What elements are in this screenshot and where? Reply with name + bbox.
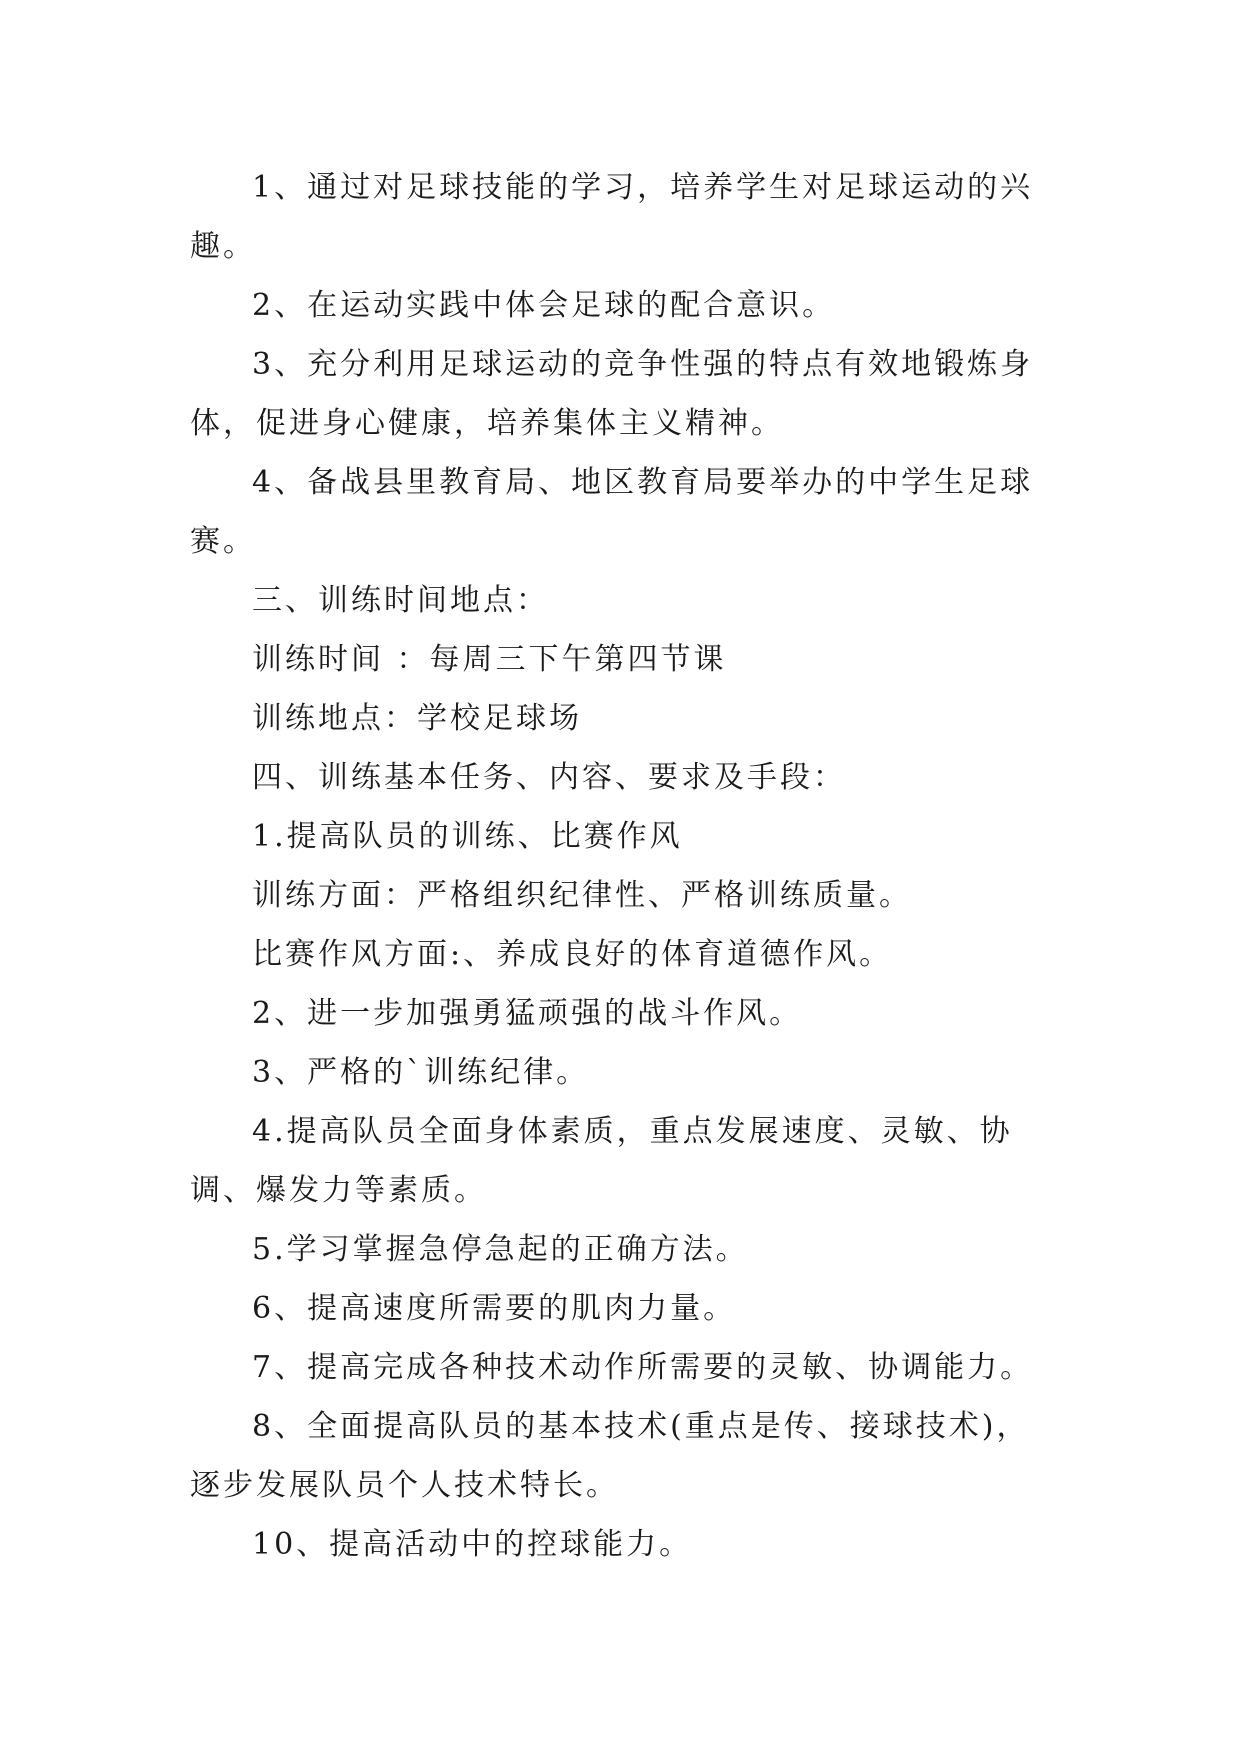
paragraph-training-time: 训练时间 ：每周三下午第四节课 (252, 642, 727, 677)
paragraph-task-5: 5.学习掌握急停急起的正确方法。 (252, 1232, 749, 1267)
paragraph-task-8: 8、全面提高队员的基本技术(重点是传、接球技术)，逐步发展队员个人技术特长。 (190, 1409, 1030, 1503)
paragraph-training-aspect: 训练方面：严格组织纪律性、严格训练质量。 (252, 878, 912, 913)
paragraph-goal-3: 3、充分利用足球运动的竞争性强的特点有效地锻炼身体，促进身心健康，培养集体主义精神。 (190, 347, 1034, 441)
paragraph-task-2: 2、进一步加强勇猛顽强的战斗作风。 (252, 996, 803, 1031)
paragraph-task-1: 1.提高队员的训练、比赛作风 (252, 819, 683, 854)
paragraph-goal-1: 1、通过对足球技能的学习，培养学生对足球运动的兴趣。 (190, 170, 1034, 264)
paragraph-task-6: 6、提高速度所需要的肌肉力量。 (252, 1291, 737, 1326)
paragraph-task-4: 4.提高队员全面身体素质，重点发展速度、灵敏、协调、爆发力等素质。 (190, 1114, 1013, 1208)
paragraph-task-3: 3、严格的`训练纪律。 (252, 1055, 590, 1090)
paragraph-goal-4: 4、备战县里教育局、地区教育局要举办的中学生足球赛。 (190, 465, 1034, 559)
paragraph-training-place: 训练地点：学校足球场 (252, 701, 582, 736)
paragraph-goal-2: 2、在运动实践中体会足球的配合意识。 (252, 288, 836, 323)
paragraph-task-10: 10、提高活动中的控球能力。 (252, 1527, 693, 1562)
section-heading-tasks: 四、训练基本任务、内容、要求及手段： (252, 760, 846, 795)
section-heading-time-place: 三、训练时间地点： (252, 583, 549, 618)
paragraph-match-style: 比赛作风方面:、养成良好的体育道德作风。 (252, 937, 893, 972)
document-body (190, 158, 1060, 1574)
paragraph-task-7: 7、提高完成各种技术动作所需要的灵敏、协调能力。 (252, 1350, 1034, 1385)
